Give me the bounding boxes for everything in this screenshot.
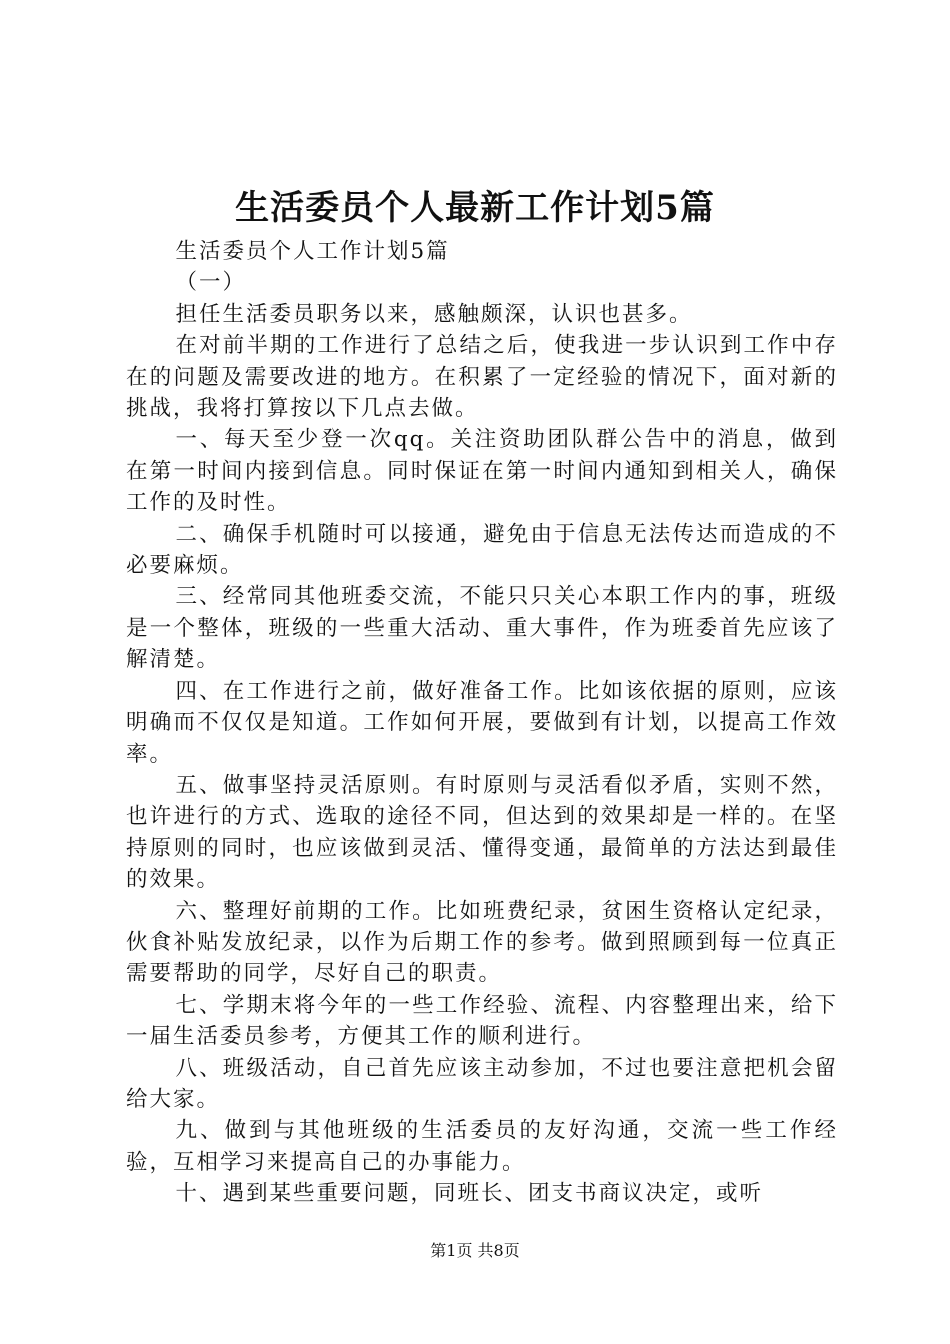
paragraph-item-10: 十、遇到某些重要问题，同班长、团支书商议决定，或听 bbox=[175, 1181, 763, 1207]
paragraph-item-2: 二、确保手机随时可以接通，避免由于信息无法传达而造成的不必要麻烦。 bbox=[126, 521, 838, 579]
document-title: 生活委员个人最新工作计划5篇 bbox=[235, 188, 715, 228]
paragraph-item-6: 六、整理好前期的工作。比如班费纪录，贫困生资格认定纪录，伙食补贴发放纪录，以作为后期工作的参考。做到照顾到每一位真正需要帮助的同学，尽好自己的职责。 bbox=[126, 898, 838, 987]
paragraph-item-3: 三、经常同其他班委交流，不能只只关心本职工作内的事，班级是一个整体，班级的一些重大活动、重大事件，作为班委首先应该了解清楚。 bbox=[126, 584, 838, 673]
paragraph-item-7: 七、学期末将今年的一些工作经验、流程、内容整理出来，给下一届生活委员参考，方便其工作的顺利进行。 bbox=[126, 992, 838, 1050]
paragraph-item-9: 九、做到与其他班级的生活委员的友好沟通，交流一些工作经验，互相学习来提高自己的办事能力。 bbox=[126, 1118, 838, 1175]
paragraph-item-5: 五、做事坚持灵活原则。有时原则与灵活看似矛盾，实则不然，也许进行的方式、选取的途径不同，但达到的效果却是一样的。在坚持原则的同时，也应该做到灵活、懂得变通，最简单的方法达到最佳的效果。 bbox=[126, 772, 838, 893]
paragraph-item-1: 一、每天至少登一次qq。关注资助团队群公告中的消息，做到在第一时间内接到信息。同时保证在第一时间内通知到相关人，确保工作的及时性。 bbox=[126, 427, 838, 516]
paragraph-section-number: （一） bbox=[175, 270, 246, 296]
document-body bbox=[126, 236, 838, 1210]
page-number-footer: 第1页 共8页 bbox=[430, 1241, 520, 1260]
paragraph: 担任生活委员职务以来，感触颇深，认识也甚多。 bbox=[175, 301, 693, 327]
paragraph: 在对前半期的工作进行了总结之后，使我进一步认识到工作中存在的问题及需要改进的地方。在积累了一定经验的情况下，面对新的挑战，我将打算按以下几点去做。 bbox=[126, 333, 838, 422]
paragraph-item-8: 八、班级活动，自己首先应该主动参加，不过也要注意把机会留给大家。 bbox=[126, 1055, 838, 1112]
paragraph-subtitle: 生活委员个人工作计划5篇 bbox=[175, 239, 450, 264]
paragraph-item-4: 四、在工作进行之前，做好准备工作。比如该依据的原则，应该明确而不仅仅是知道。工作如何开展，要做到有计划，以提高工作效率。 bbox=[126, 678, 838, 767]
